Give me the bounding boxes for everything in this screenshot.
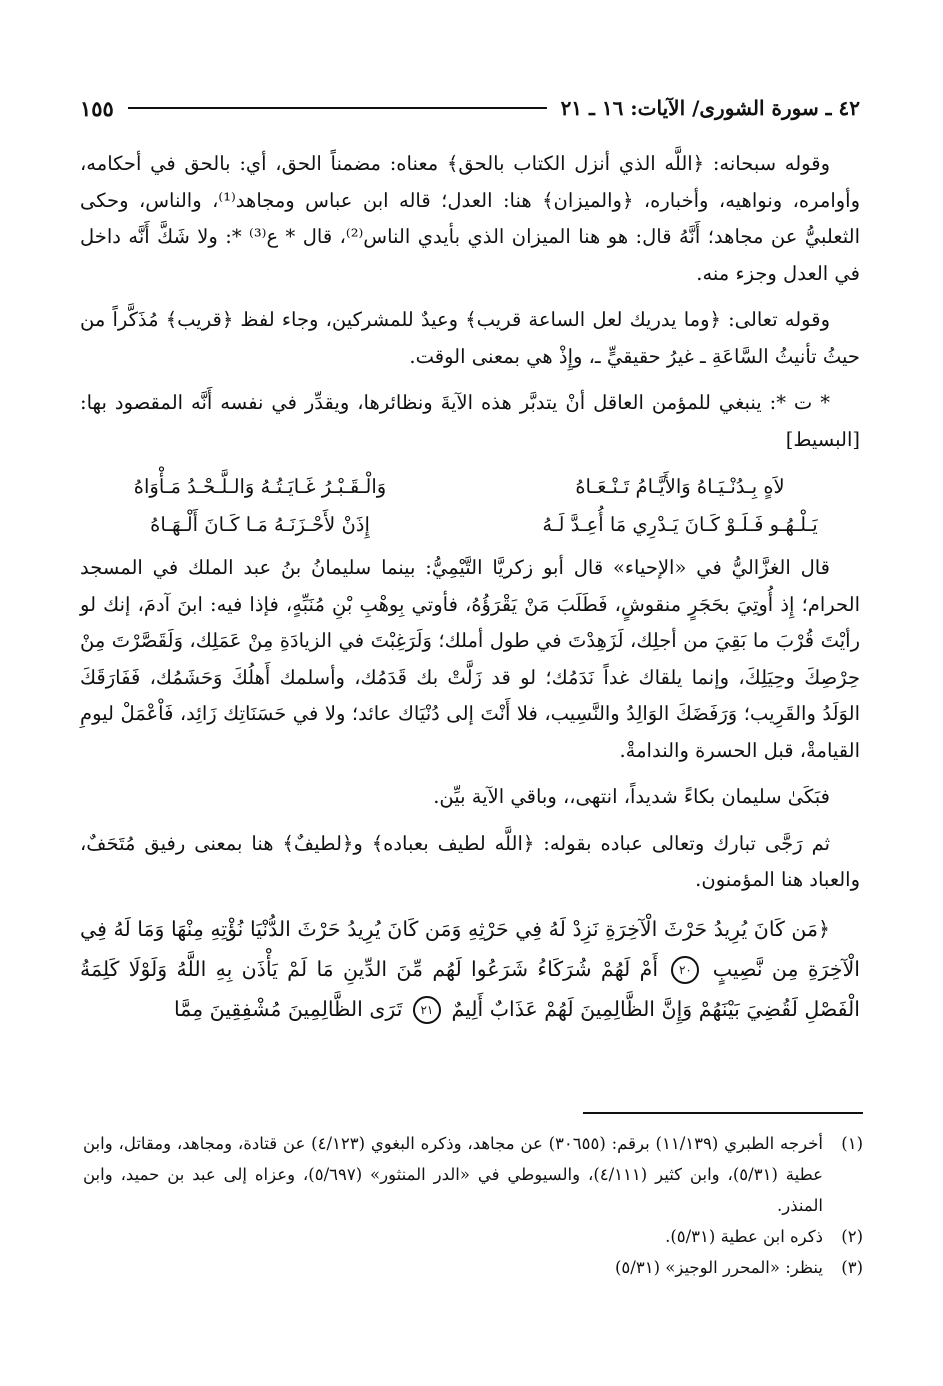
footnote-number: (٣)	[841, 1258, 863, 1277]
page	[80, 90, 860, 1039]
main-text	[80, 146, 860, 1029]
poem-verse	[80, 468, 860, 506]
footnote-text: ينظر: «المحرر الوجيز» (٥/٣١)	[614, 1258, 823, 1277]
footnote-number: (١)	[841, 1134, 863, 1153]
footnote-text: ذكره ابن عطية (٥/٣١).	[665, 1227, 823, 1246]
running-title: ٤٢ ـ سورة الشورى/ الآيات: ١٦ ـ ٢١	[560, 96, 860, 120]
ayah-number-marker: ٢٠	[671, 956, 699, 984]
quran-text: أَمْ لَهُمْ شُرَكَاءُ شَرَعُوا لَهُم مِّنَ الدِّينِ مَا لَمْ يَأْذَن بِهِ اللَّهُ وَلَوْلَا كَلِمَةُ الْفَصْلِ لَقُضِيَ بَيْنَهُمْ وَإِنَّ الظَّالِمِينَ لَهُمْ عَذَابٌ أَلِيمٌ	[80, 956, 860, 1021]
footnote	[83, 1128, 863, 1221]
footnotes	[83, 1128, 863, 1283]
header-rule	[128, 107, 547, 109]
paragraph: قال الغزَّاليُّ في «الإحياء» قال أبو زكريَّا التَّيْمِيُّ: بينما سليمانُ بنُ عبد الملك في المسجد الحرام؛ إِذ أُوتِيَ بحَجَرٍ منقوشٍ، فَطَلَبَ مَنْ يَقْرَؤُهُ، فأوتي بِوهْبِ بْنِ مُنَبِّهٍ، فإذا فيه: ابنَ آدمَ، إنك لو رأيْتَ قُرْبَ ما بَقِيَ من أجلِك، لَزَهِدْتَ في طول أملك؛ وَلَرَغِبْتَ في الزيادَةِ مِنْ عَمَلِك، وَلَقَصَّرْتَ مِنْ حِرْصِكَ وحِيَلِكَ، وإنما يلقاك غداً نَدَمُك؛ لو قد زَلَّتْ بك قَدَمُك، وأسلمك أَهلُكَ وَحَشَمُك، فَفَارَقَكَ الوَلَدُ والقَرِيب؛ وَرَفَضَكَ الوَالِدُ والنَّسِيب، فلا أَنْتَ إلى دُنْيَاك عائد؛ ولا في حَسَنَاتِك زَائِد، فَاْعْمَلْ ليومِ القيامةْ، قبل الحسرة والندامةْ.	[80, 556, 860, 762]
verse-second-hemistich: إِذَنْ لأَحْـزَنَـهُ مَـا كَـانَ أَلْـهَـاهُ	[150, 513, 370, 536]
footnote	[83, 1221, 863, 1252]
running-header	[80, 90, 860, 126]
paragraph: فبَكَىٰ سليمان بكاءً شديداً، انتهى،، وباقي الآية بيِّن.	[433, 785, 830, 808]
footnote-text: أخرجه الطبري (١١/١٣٩) برقم: (٣٠٦٥٥) عن مجاهد، وذكره البغوي (٤/١٢٣) عن قتادة، ومجاهد، ومقاتل، وابن عطية (٥/٣١)، وابن كثير (٤/١١١)، والسيوطي في «الدر المنثور» (٥/٦٩٧)، وعزاه إلى عبد بن حميد، وابن المنذر.	[83, 1134, 823, 1215]
footnote	[83, 1252, 863, 1283]
quran-passage	[80, 909, 860, 1029]
footnote-separator	[583, 1112, 863, 1114]
footnote-number: (٢)	[841, 1227, 863, 1246]
poem-verse	[80, 506, 860, 544]
poem	[80, 468, 860, 544]
paragraph: وقوله سبحانه: ﴿اللَّه الذي أنزل الكتاب بالحق﴾ معناه: مضمناً الحق، أي: بالحق في أحكامه، وأوامره، ونواهيه، وأخباره، ﴿والميزان﴾ هنا: العدل؛ قاله ابن عباس ومجاهد⁽¹⁾، والناس، وحكى الثعلبيُّ عن مجاهد؛ أَنَّهُ قال: هو هنا الميزان الذي بأيدي الناس⁽²⁾، قال * ع⁽³⁾ *: ولا شَكَّ أَنَّه داخل في العدل وجزء منه.	[80, 152, 861, 285]
verse-first-hemistich: لاَهٍ بِـدُنْـيَـاهُ وَالأَيَّـامُ تَـنْـعَـاهُ	[575, 475, 785, 498]
quran-text: ﴿مَن كَانَ يُرِيدُ حَرْثَ الْآخِرَةِ نَزِدْ لَهُ فِي حَرْثِهِ وَمَن كَانَ يُرِيدُ حَرْثَ الدُّنْيَا نُؤْتِهِ مِنْهَا وَمَا لَهُ فِي الْآخِرَةِ مِن نَّصِيبٍ	[80, 916, 860, 981]
paragraph: * ت *: ينبغي للمؤمن العاقل أنْ يتدبَّر هذه الآيةَ ونظائرها، ويقدِّر في نفسه أَنَّه المقصود بها: [البسيط]	[80, 391, 860, 451]
paragraph: ثم رَجَّى تبارك وتعالى عباده بقوله: ﴿اللَّه لطيف بعباده﴾ و﴿لطيفٌ﴾ هنا بمعنى رفيق مُتَحَفٌ، والعباد هنا المؤمنون.	[80, 831, 860, 891]
paragraph: وقوله تعالى: ﴿وما يدريك لعل الساعة قريب﴾ وعيدٌ للمشركين، وجاء لفظ ﴿قريب﴾ مُذَكَّراً من حيثُ تأنيثُ السَّاعَةِ ـ غيرُ حقيقيٍّ ـ، وإِذْ هي بمعنى الوقت.	[80, 308, 860, 368]
verse-first-hemistich: يَـلْـهُـو فَـلَـوْ كَـانَ يَـدْرِي مَا أُعِـدَّ لَـهُ	[542, 513, 818, 536]
ayah-number-marker: ٢١	[413, 996, 441, 1024]
verse-second-hemistich: وَالْـقَـبْـرُ غَـايَـتُـهُ وَالـلَّـحْـدُ مَـأْوَاهُ	[133, 475, 387, 498]
quran-text: تَرَى الظَّالِمِينَ مُشْفِقِينَ مِمَّا	[174, 996, 403, 1021]
page-number: ١٥٥	[80, 95, 114, 121]
